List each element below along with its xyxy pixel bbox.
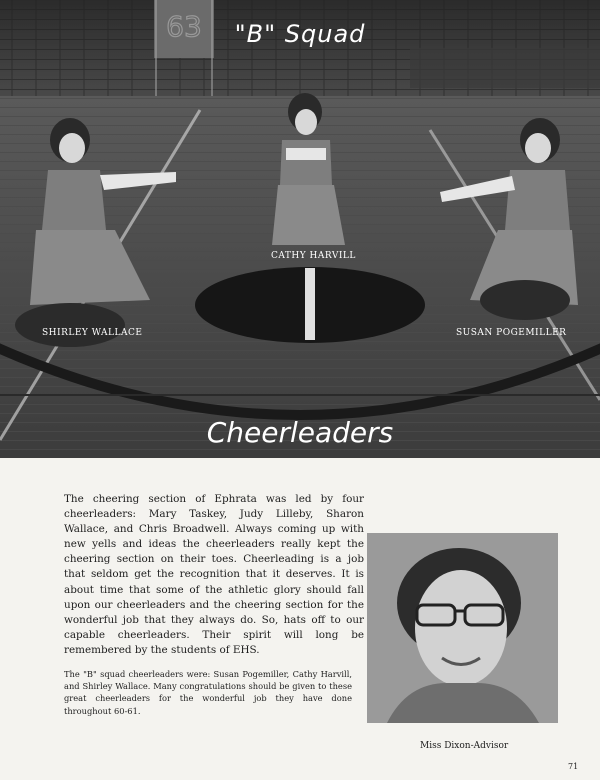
section-title: Cheerleaders — [206, 416, 394, 449]
advisor-portrait — [367, 533, 558, 723]
article-paragraph-2: The "B" squad cheerleaders were: Susan Pogemiller, Cathy Harvill, and Shirley Wallace. Many congratulations should be given to these great cheerleaders for the wonderful job they have done throughout 60-61. — [64, 669, 352, 716]
caption-cathy-harvill: CATHY HARVILL — [271, 251, 356, 261]
squad-title: "B" Squad — [234, 20, 366, 48]
advisor-portrait-illustration — [367, 533, 558, 723]
article-paragraph-1: The cheering section of Ephrata was led by four cheerleaders: Mary Taskey, Judy Lilleby, Sharon Wallace, and Chris Broadwell. Always coming up with new yells and ideas the cheerleaders really kept the cheering section on their toes. Cheerleading is a job that seldom get the recognition that it deserves. It is about time that some of the athletic glory should fall upon our cheerleaders and the cheering section for the wonderful job that they always do. So, hats off to our capable cheerleaders. Their spirit will long be remembered by the students of EHS. — [64, 493, 364, 656]
page-number: 71 — [568, 762, 579, 771]
caption-shirley-wallace: SHIRLEY WALLACE — [42, 328, 143, 338]
banner-number: 63 — [166, 10, 202, 43]
caption-susan-pogemiller: SUSAN POGEMILLER — [456, 328, 567, 338]
advisor-caption: Miss Dixon-Advisor — [420, 741, 509, 751]
